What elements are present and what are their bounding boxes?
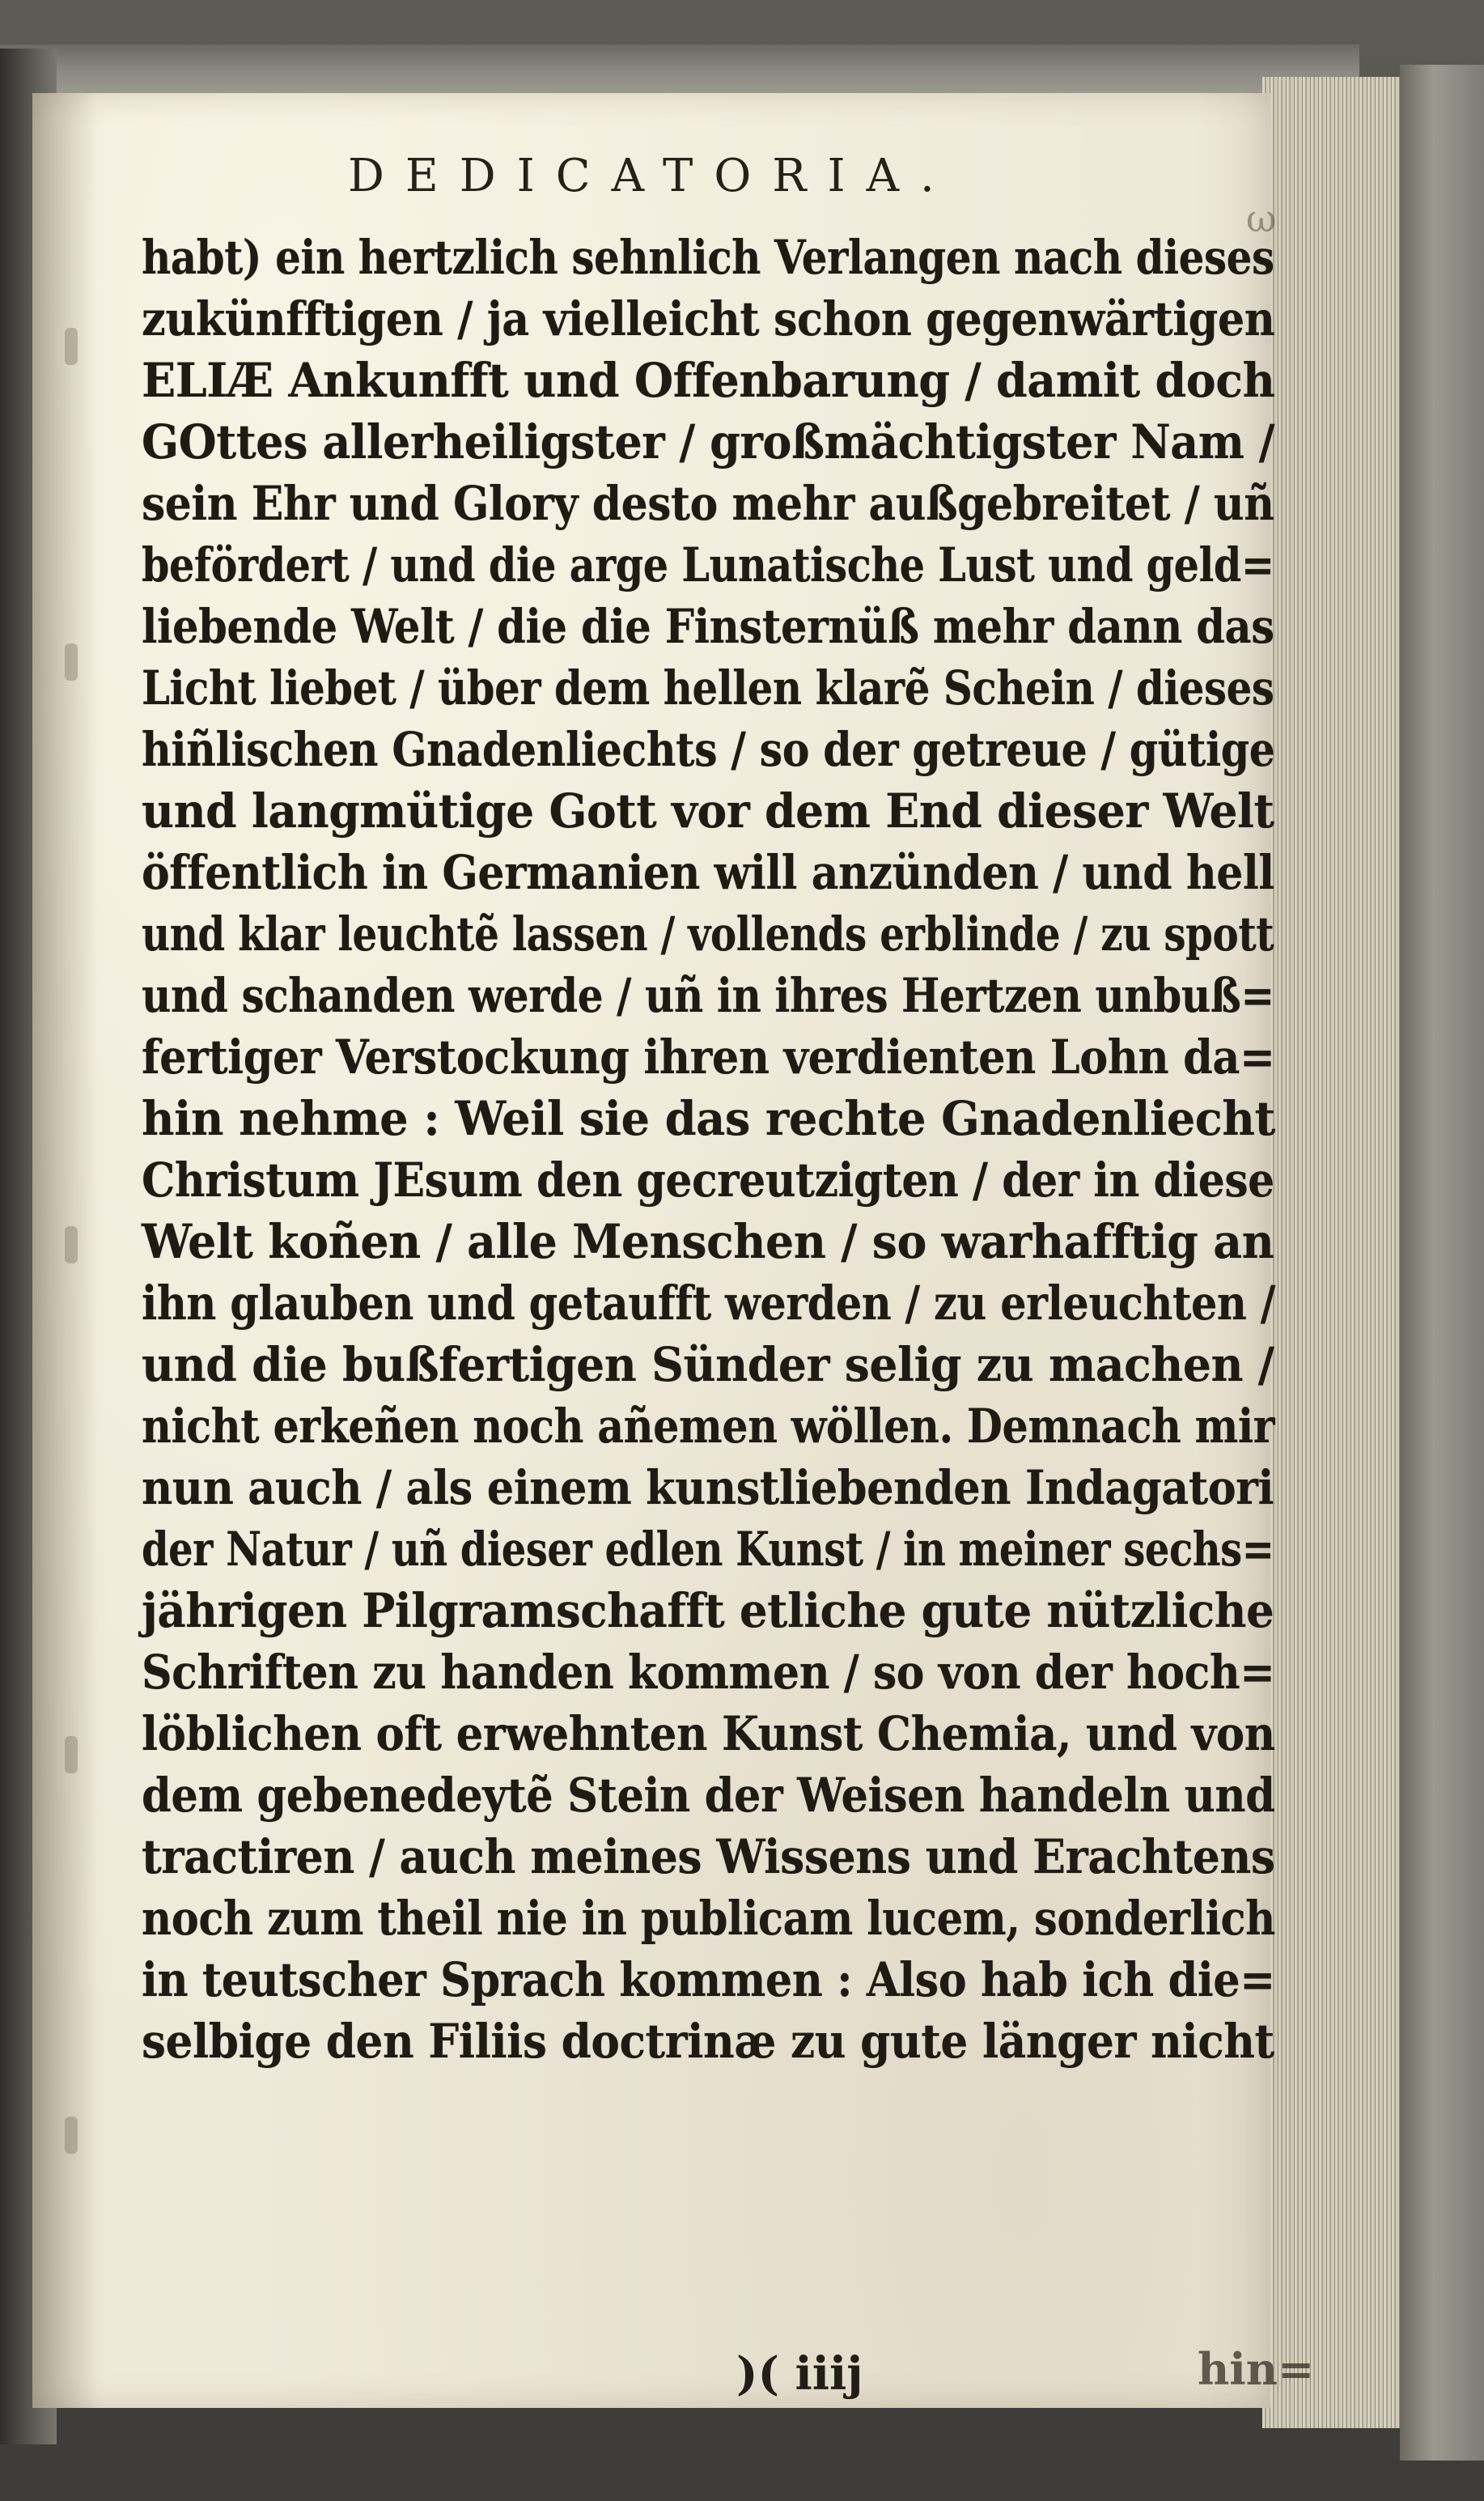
- text-line: dem gebenedeytẽ Stein der Weisen handeln und: [142, 1768, 1275, 1823]
- text-line: fertiger Verstockung ihren verdienten Lohn da=: [142, 1030, 1275, 1085]
- running-head: DEDICATORIA.: [348, 150, 956, 202]
- text-line: Welt koñen / alle Menschen / so warhafftig an: [142, 1214, 1274, 1269]
- text-line: und klar leuchtẽ lassen / vollends erblinde / zu spott: [142, 907, 1274, 962]
- text-line: liebende Welt / die die Finsternüß mehr dann das: [142, 599, 1274, 654]
- text-line: hin nehme : Weil sie das rechte Gnadenliecht: [142, 1091, 1275, 1146]
- text-line: jährigen Pilgramschafft etliche gute nützliche: [142, 1583, 1274, 1638]
- text-line: und schanden werde / uñ in ihres Hertzen unbuß=: [142, 968, 1274, 1023]
- text-line: der Natur / uñ dieser edlen Kunst / in meiner sechs=: [142, 1522, 1274, 1577]
- text-line: löblichen oft erwehnten Kunst Chemia, und von: [142, 1706, 1275, 1761]
- text-line: Christum JEsum den gecreutzigten / der in diese: [142, 1153, 1274, 1208]
- text-line: und die bußfertigen Sünder selig zu machen /: [142, 1337, 1274, 1392]
- text-line: selbige den Filiis doctrinæ zu gute länger nicht: [142, 2014, 1274, 2069]
- text-line: ELIÆ Ankunfft und Offenbarung / damit doch: [142, 353, 1275, 408]
- text-line: öffentlich in Germanien will anzünden / und hell: [142, 845, 1274, 900]
- fore-edge-shadow: [1400, 65, 1484, 2461]
- text-line: hiñlischen Gnadenliechts / so der getreue / gütige: [142, 722, 1275, 777]
- text-line: befördert / und die arge Lunatische Lust und geld=: [142, 537, 1274, 592]
- text-line: sein Ehr und Glory desto mehr außgebreitet / uñ: [142, 476, 1274, 531]
- text-line: nun auch / als einem kunstliebenden Indagatori: [142, 1460, 1274, 1515]
- text-line: habt) ein hertzlich sehnlich Verlangen nach dieses: [142, 230, 1274, 285]
- text-line: und langmütige Gott vor dem End dieser Welt: [142, 783, 1274, 839]
- text-line: Schriften zu handen kommen / so von der hoch=: [142, 1645, 1275, 1700]
- text-line: in teutscher Sprach kommen : Also hab ich die=: [142, 1952, 1275, 2007]
- catchword: hin=: [1198, 2343, 1315, 2395]
- text-line: nicht erkeñen noch añemen wöllen. Demnach mir: [142, 1399, 1275, 1454]
- text-line: ihn glauben und getaufft werden / zu erleuchten /: [142, 1276, 1275, 1331]
- signature-mark: )( iiij: [736, 2347, 863, 2401]
- text-line: noch zum theil nie in publicam lucem, sonderlich: [142, 1891, 1275, 1946]
- text-line: zukünfftigen / ja vielleicht schon gegenwärtigen: [142, 291, 1275, 346]
- text-line: GOttes allerheiligster / großmächtigster Nam /: [142, 414, 1275, 469]
- text-line: Licht liebet / über dem hellen klarẽ Schein / dieses: [142, 660, 1274, 715]
- show-through-marks: [65, 93, 89, 2408]
- corner-mark: ω: [1246, 197, 1277, 240]
- text-line: tractiren / auch meines Wissens und Erachtens: [142, 1829, 1275, 1884]
- text-block: [142, 227, 1291, 2072]
- book-page: [32, 93, 1315, 2408]
